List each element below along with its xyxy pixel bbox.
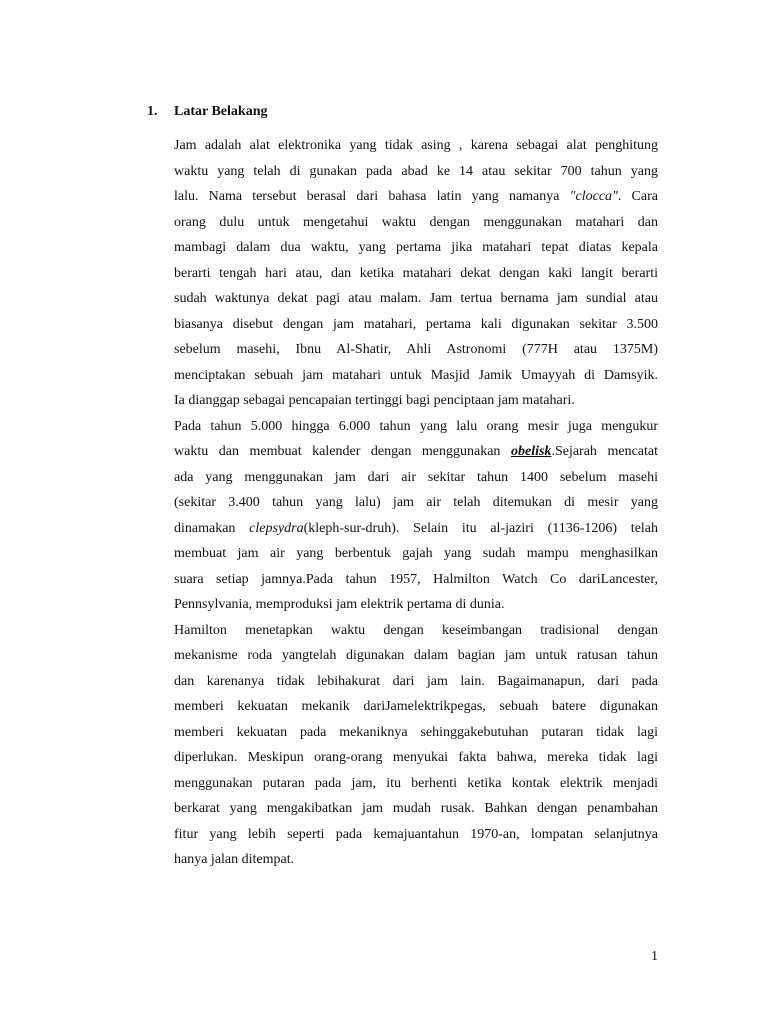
text-line bbox=[174, 618, 658, 644]
body-text bbox=[174, 133, 658, 873]
paragraph bbox=[174, 414, 658, 618]
text-line bbox=[174, 490, 658, 516]
text-run: mambagi dalam dua waktu, yang pertama jika matahari tepat diatas kepala bbox=[174, 240, 658, 255]
text-run: membuat jam air yang berbentuk gajah yang sudah mampu menghasilkan bbox=[174, 546, 658, 561]
text-run: (sekitar 3.400 tahun yang lalu) jam air telah ditemukan di mesir yang bbox=[174, 495, 658, 510]
text-line bbox=[174, 745, 658, 771]
text-run: Pennsylvania, memproduksi jam elektrik pertama di dunia. bbox=[174, 597, 505, 612]
text-run: orang dulu untuk mengetahui waktu dengan menggunakan matahari dan bbox=[174, 214, 658, 230]
text-run: waktu dan membuat kalender dengan menggunakan bbox=[174, 444, 511, 459]
section-heading bbox=[147, 102, 267, 122]
text-run: (kleph-sur-druh). Selain itu al-jaziri (1136-1206) telah bbox=[303, 520, 658, 536]
text-run: suara setiap jamnya.Pada tahun 1957, Halmilton Watch Co dariLancester, bbox=[174, 571, 658, 587]
text-line bbox=[174, 771, 658, 797]
text-line bbox=[174, 567, 658, 593]
text-run: memberi kekuatan mekanik dariJamelektrikpegas, sebuah batere digunakan bbox=[174, 699, 658, 714]
text-run: diperlukan. Meskipun orang-orang menyukai fakta bahwa, mereka tidak lagi bbox=[174, 750, 658, 765]
text-run: berarti tengah hari atau, dan ketika matahari dekat dengan kaki langit berarti bbox=[174, 265, 658, 281]
text-line bbox=[174, 235, 658, 261]
text-run: lalu. Nama tersebut berasal dari bahasa latin yang namanya bbox=[174, 189, 570, 204]
text-line bbox=[174, 210, 658, 236]
text-line bbox=[174, 439, 658, 465]
text-run: mekanisme roda yangtelah digunakan dalam bagian jam untuk ratusan tahun bbox=[174, 648, 658, 663]
text-line bbox=[174, 669, 658, 695]
text-run: sudah waktunya dekat pagi atau malam. Jam tertua bernama jam sundial atau bbox=[174, 291, 658, 306]
text-line bbox=[174, 643, 658, 669]
text-line bbox=[174, 796, 658, 822]
text-line bbox=[174, 337, 658, 363]
text-run: dinamakan bbox=[174, 520, 250, 536]
text-run: berkarat yang mengakibatkan jam mudah rusak. Bahkan dengan penambahan bbox=[174, 801, 658, 816]
text-run: fitur yang lebih seperti pada kemajuantahun 1970-an, lompatan selanjutnya bbox=[174, 826, 658, 842]
text-line bbox=[174, 286, 658, 312]
paragraph bbox=[174, 133, 658, 414]
text-run: menggunakan putaran pada jam, itu berhenti ketika kontak elektrik menjadi bbox=[174, 775, 658, 791]
text-line bbox=[174, 159, 658, 185]
text-run: sebelum masehi, Ibnu Al-Shatir, Ahli Astronomi (777H atau 1375M) bbox=[174, 342, 658, 357]
text-line bbox=[174, 516, 658, 542]
text-run: hanya jalan ditempat. bbox=[174, 852, 295, 867]
text-run: Ia dianggap sebagai pencapaian tertinggi bagi penciptaan jam matahari. bbox=[174, 393, 575, 408]
text-run: menciptakan sebuah jam matahari untuk Masjid Jamik Umayyah di Damsyik. bbox=[174, 367, 658, 383]
text-line bbox=[174, 822, 658, 848]
text-line bbox=[174, 720, 658, 746]
text-run: Pada tahun 5.000 hingga 6.000 tahun yang lalu orang mesir juga mengukur bbox=[174, 418, 658, 434]
text-line bbox=[174, 133, 658, 159]
text-line bbox=[174, 592, 658, 618]
text-line bbox=[174, 847, 658, 873]
text-run: ada yang menggunakan jam dari air sekitar tahun 1400 sebelum masehi bbox=[174, 469, 658, 485]
text-run: . Cara bbox=[617, 189, 658, 204]
text-run: dan karenanya tidak lebihakurat dari jam lain. Bagaimanapun, dari pada bbox=[174, 673, 658, 689]
text-run: .Sejarah mencatat bbox=[551, 444, 658, 459]
text-run: Hamilton menetapkan waktu dengan keseimbangan tradisional dengan bbox=[174, 622, 658, 638]
section-number: 1. bbox=[147, 104, 158, 119]
text-line bbox=[174, 541, 658, 567]
obelisk-link[interactable]: obelisk bbox=[510, 444, 552, 459]
section-title: Latar Belakang bbox=[174, 104, 268, 119]
text-line bbox=[174, 363, 658, 389]
text-line bbox=[174, 465, 658, 491]
text-run: Jam adalah alat elektronika yang tidak asing , karena sebagai alat penghitung bbox=[174, 138, 658, 153]
text-run: waktu yang telah di gunakan pada abad ke 14 atau sekitar 700 tahun yang bbox=[174, 163, 658, 179]
paragraph bbox=[174, 618, 658, 873]
text-line bbox=[174, 261, 658, 287]
italic-term: "clocca" bbox=[569, 189, 618, 204]
page-number: 1 bbox=[651, 949, 658, 964]
text-line bbox=[174, 184, 658, 210]
text-line bbox=[174, 388, 658, 414]
text-run: biasanya disebut dengan jam matahari, pertama kali digunakan sekitar 3.500 bbox=[174, 316, 658, 332]
text-line bbox=[174, 414, 658, 440]
text-run: memberi kekuatan pada mekaniknya sehinggakebutuhan putaran tidak lagi bbox=[174, 724, 658, 740]
text-line bbox=[174, 312, 658, 338]
italic-term: clepsydra bbox=[249, 520, 304, 536]
text-line bbox=[174, 694, 658, 720]
